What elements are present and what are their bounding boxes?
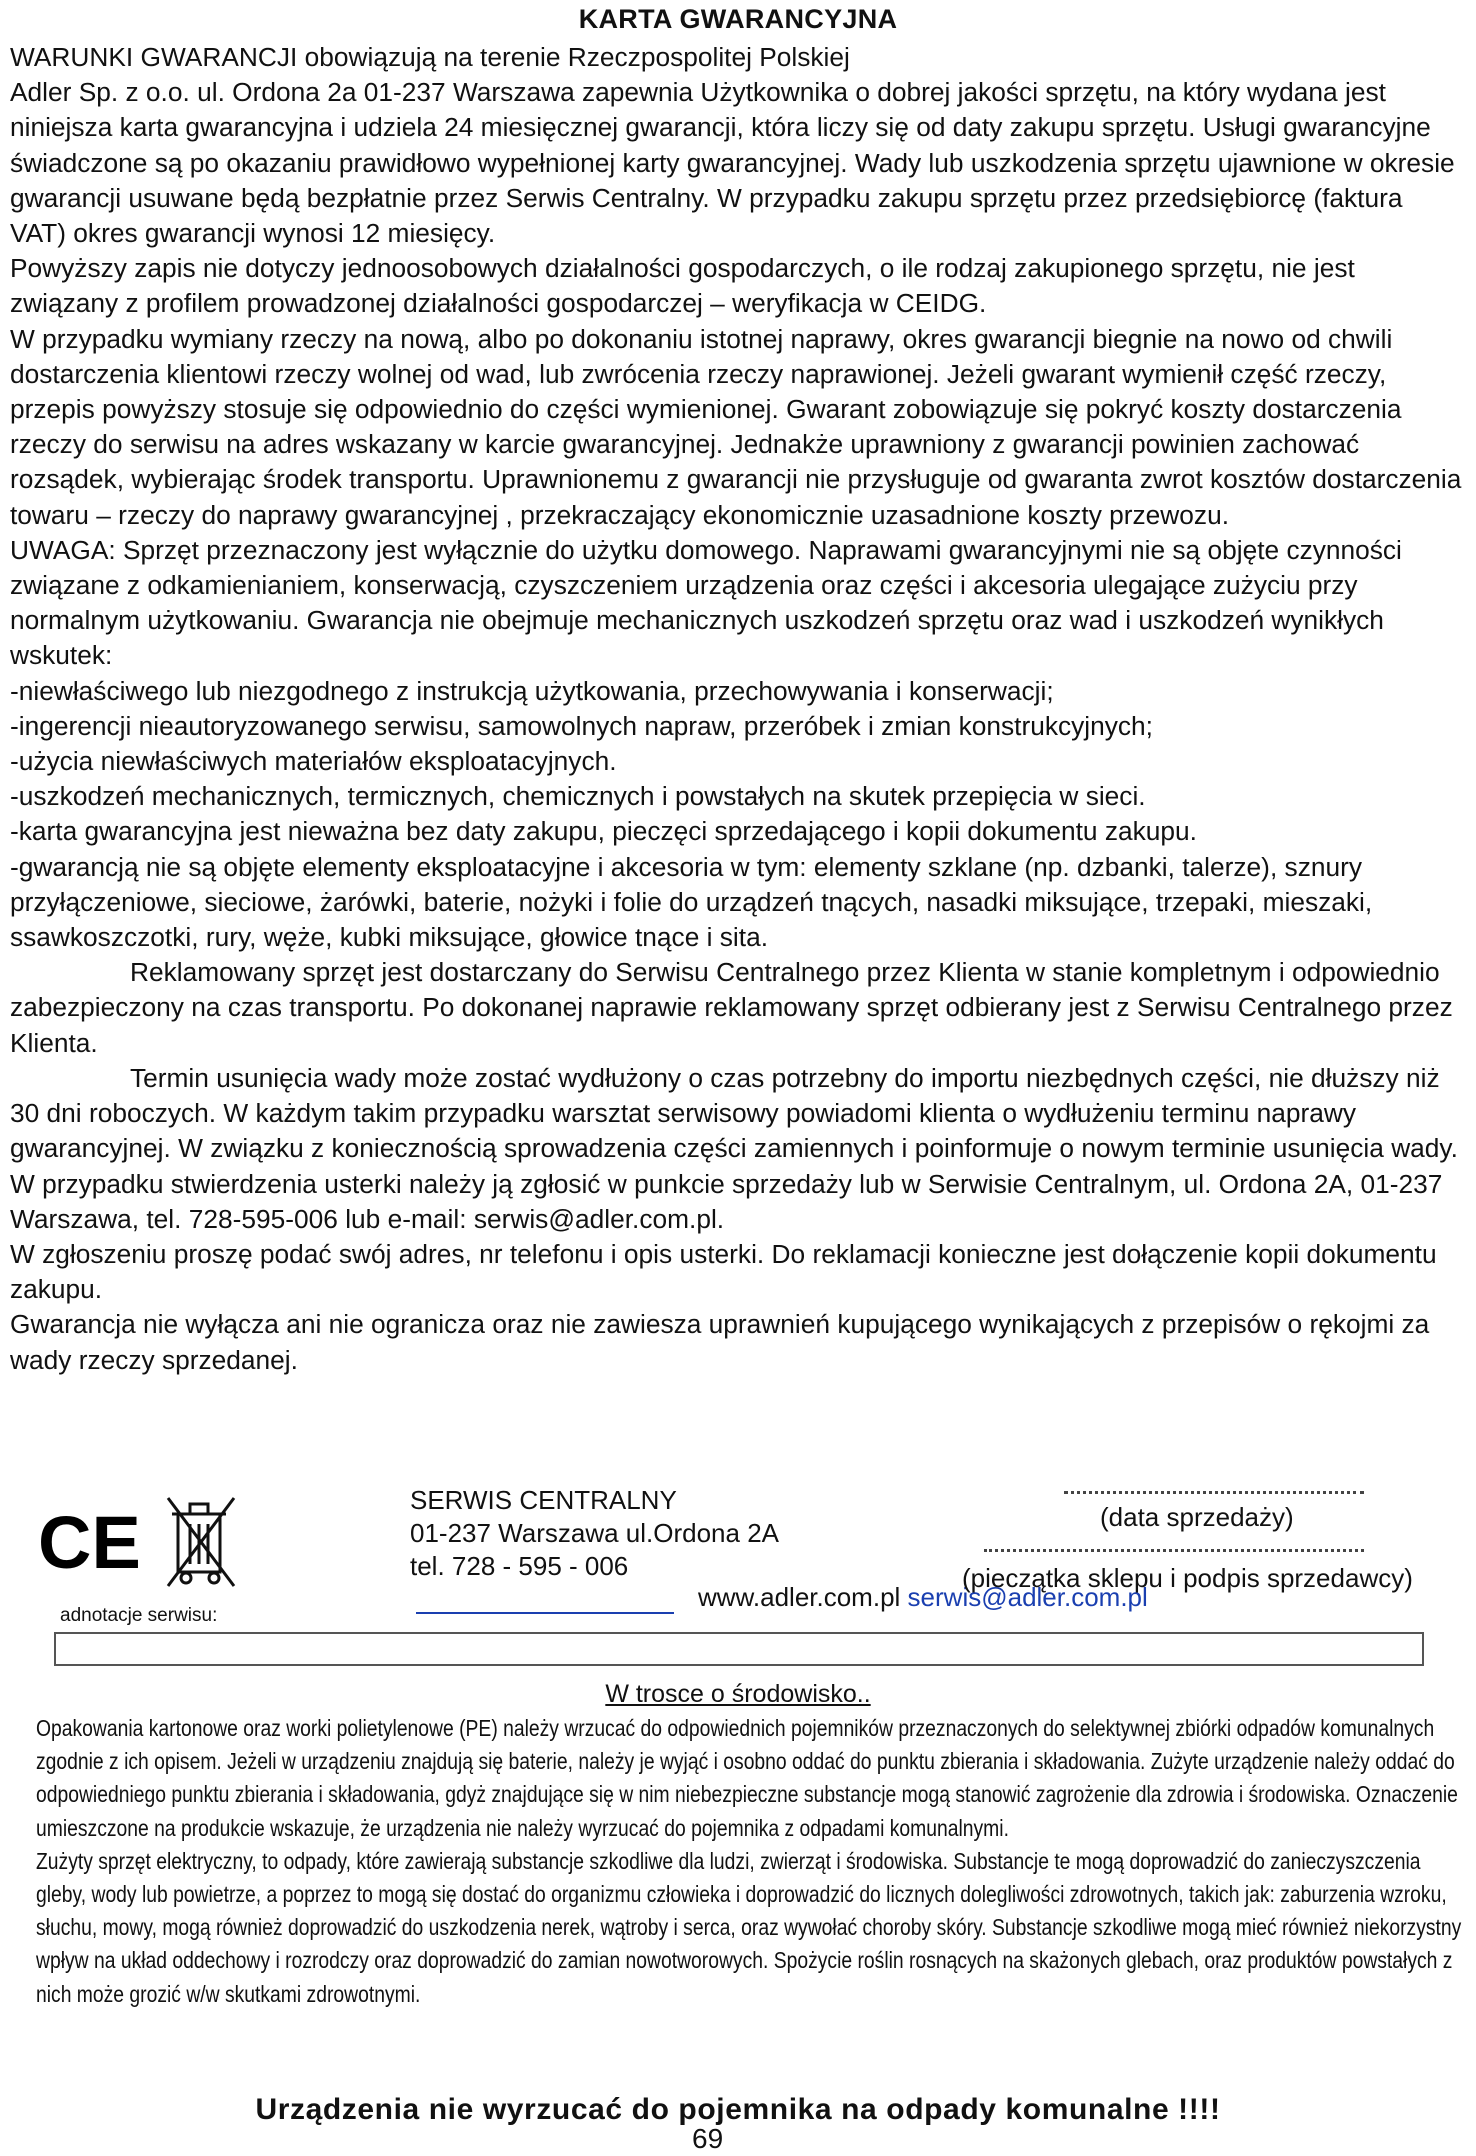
environment-paragraph: Zużyty sprzęt elektryczny, to odpady, które zawierają substancje szkodliwe dla ludzi, zwierząt i środowiska. Substancje te mogą doprowadzić do zanieczyszczenia gleby, wody lub powietrze, a poprzez to mogą się dostać do organizmu człowieka i doprowadzić do licznych dolegliwości zdrowotnych, takich jak: zaburzenia wzroku, słuchu, mowy, mogą również doprowadzić do uszkodzenia nerek, wątroby i serca, oraz wywołać choroby skóry. Substancje szkodliwe mogą mieć również niekorzystny wpływ na układ oddechowy i rozrodczy oraz doprowadzić do zamian nowotworowych. Spożycie roślin rosnących na skażonych glebach, oraz produktów powstałych z nich może grozić w/w skutkami zdrowotnymi. (36, 1847, 1462, 2007)
exclusion-item: -uszkodzeń mechanicznych, termicznych, chemicznych i powstałych na skutek przepięcia w sieci. (10, 781, 1146, 812)
exclusion-item: -ingerencji nieautoryzowanego serwisu, samowolnych napraw, przeróbek i zmian konstrukcyjnych; (10, 710, 1153, 741)
ce-weee-symbols (38, 1488, 258, 1592)
exclusion-item: -karta gwarancyjna jest nieważna bez daty zakupu, pieczęci sprzedającego i kopii dokumentu zakupu. (10, 816, 1197, 847)
stamp-signature-label: (pieczątka sklepu i podpis sprzedawcy) (962, 1563, 1413, 1593)
warranty-paragraph: W zgłoszeniu proszę podać swój adres, nr telefonu i opis usterki. Do reklamacji konieczne jest dołączenie kopii dokumentu zakupu. (10, 1238, 1437, 1305)
exclusion-item: -gwarancją nie są objęte elementy eksploatacyjne i akcesoria w tym: elementy szklane (np. dzbanki, talerze), sznury przyłączeniowe, sieciowe, żarówki, baterie, nożyki i folie do urządzeń tnących, nasadki miksujące, trzepaki, mieszaki, ssawkoszczotki, rury, węże, kubki miksujące, głowice tnące i sita. (10, 851, 1373, 953)
stamp-line (984, 1549, 1364, 1552)
service-contact (410, 1484, 779, 1583)
signature-line (416, 1612, 674, 1614)
service-phone: tel. 728 - 595 - 006 (410, 1551, 629, 1581)
page-title: KARTA GWARANCYJNA (578, 4, 898, 34)
warranty-paragraph: W przypadku wymiany rzeczy na nową, albo po dokonaniu istotnej naprawy, okres gwarancji biegnie na nowo od chwili dostarczenia klientowi rzeczy wolnej od wad, lub zwrócenia rzeczy naprawionej. Jeżeli gwarant wymienił część rzeczy, przepis powyższy stosuje się odpowiednio do części wymienionej. Gwarant zobowiązuje się pokryć koszty dostarczenia rzeczy do serwisu na adres wskazany w karcie gwarancyjnej. Jednakże uprawniony z gwarancji powinien zachować rozsądek, wybierając środek transportu. Uprawnionemu z gwarancji nie przysługuje od gwaranta zwrot kosztów dostarczenia towaru – rzeczy do naprawy gwarancyjnej , przekraczający ekonomicznie uzasadnione koszty przewozu. (10, 323, 1462, 530)
service-notes-field[interactable] (54, 1632, 1424, 1666)
exclusion-item: -niewłaściwego lub niezgodnego z instrukcją użytkowania, przechowywania i konserwacji; (10, 675, 1054, 706)
warranty-paragraph: Gwarancja nie wyłącza ani nie ogranicza oraz nie zawiesza uprawnień kupującego wynikających z przepisów o rękojmi za wady rzeczy sprzedanej. (10, 1309, 1430, 1375)
warranty-paragraph: Termin usunięcia wady może zostać wydłużony o czas potrzebny do importu niezbędnych części, nie dłuższy niż 30 dni roboczych. W każdym takim przypadku warsztat serwisowy powiadomi klienta o wydłużeniu terminu naprawy gwarancyjnej. W związku z koniecznością sprowadzenia części zamiennych i poinformuje o nowym terminie usunięcia wady. (10, 1062, 1458, 1164)
sale-date-line (1064, 1491, 1364, 1494)
certification-marks (38, 1488, 258, 1592)
warranty-terms (10, 40, 1465, 1378)
website-link[interactable]: www.adler.com.pl (698, 1582, 901, 1612)
warranty-paragraph: W przypadku stwierdzenia usterki należy ją zgłosić w punkcie sprzedaży lub w Serwisie Centralnym, ul. Ordona 2A, 01-237 Warszawa, tel. 728-595-006 lub e-mail: serwis@adler.com.pl. (10, 1168, 1443, 1234)
environment-paragraph: Opakowania kartonowe oraz worki polietylenowe (PE) należy wrzucać do odpowiednich pojemników przeznaczonych do selektywnej zbiórki odpadów komunalnych zgodnie z ich opisem. Jeżeli w urządzeniu znajdują się baterie, należy je wyjąć i osobno oddać do punktu zbierania i składowania. Zużyte urządzenie należy oddać do odpowiedniego punktu zbierania i składowania, gdyż znajdujące się w nim niebezpieczne substancje mogą stanowić zagrożenie dla zdrowia i środowiska. Oznaczenie umieszczone na produkcie wskazuje, że urządzenia nie należy wyrzucać do pojemnika z odpadami komunalnymi. (36, 1715, 1458, 1841)
exclusion-item: -użycia niewłaściwych materiałów eksploatacyjnych. (10, 746, 617, 777)
environment-heading: W trosce o środowisko.. (605, 1680, 871, 1708)
warranty-paragraph: Reklamowany sprzęt jest dostarczany do Serwisu Centralnego przez Klienta w stanie kompletnym i odpowiednio zabezpieczony na czas transportu. Po dokonanej naprawie reklamowany sprzęt odbierany jest z Serwisu Centralnego przez Klienta. (10, 957, 1453, 1058)
warranty-paragraph: WARUNKI GWARANCJI obowiązują na terenie Rzeczpospolitej Polskiej (10, 42, 850, 72)
service-name: SERWIS CENTRALNY (410, 1485, 677, 1515)
warranty-paragraph: UWAGA: Sprzęt przeznaczony jest wyłącznie do użytku domowego. Naprawami gwarancyjnymi nie są objęte czynności związane z odkamienianiem, konserwacją, czyszczeniem urządzenia oraz części i akcesoria ulegające zużyciu przy normalnym użytkowaniu. Gwarancja nie obejmuje mechanicznych uszkodzeń sprzętu oraz wad i uszkodzeń wynikłych wskutek: (10, 534, 1402, 671)
email-link[interactable]: serwis@adler.com.pl (907, 1582, 1148, 1612)
sale-date-label: (data sprzedaży) (1100, 1502, 1294, 1532)
warranty-paragraph: Adler Sp. z o.o. ul. Ordona 2a 01-237 Warszawa zapewnia Użytkownika o dobrej jakości sprzętu, na który wydana jest niniejsza karta gwarancyjna i udziela 24 miesięcznej gwarancji, która liczy się od daty zakupu sprzętu. Usługi gwarancyjne świadczone są po okazaniu prawidłowo wypełnionej karty gwarancyjnej. Wady lub uszkodzenia sprzętu ujawnione w okresie gwarancji usuwane będą bezpłatnie przez Serwis Centralny. W przypadku zakupu sprzętu przez przedsiębiorcę (faktura VAT) okres gwarancji wynosi 12 miesięcy. (10, 77, 1455, 249)
page-number: 69 (692, 2123, 724, 2154)
disposal-warning: Urządzenia nie wyrzucać do pojemnika na odpady komunalne !!!! (255, 2093, 1221, 2126)
environment-text (36, 1712, 1464, 2011)
ce-mark-icon: CE (38, 1501, 141, 1584)
service-address: 01-237 Warszawa ul.Ordona 2A (410, 1518, 780, 1548)
service-notes-label: adnotacje serwisu: (60, 1605, 218, 1626)
warranty-paragraph: Powyższy zapis nie dotyczy jednoosobowych działalności gospodarczych, o ile rodzaj zakupionego sprzętu, nie jest związany z profilem prowadzonej działalności gospodarczej – weryfikacja w CEIDG. (10, 253, 1355, 319)
crossed-bin-icon (168, 1498, 234, 1586)
